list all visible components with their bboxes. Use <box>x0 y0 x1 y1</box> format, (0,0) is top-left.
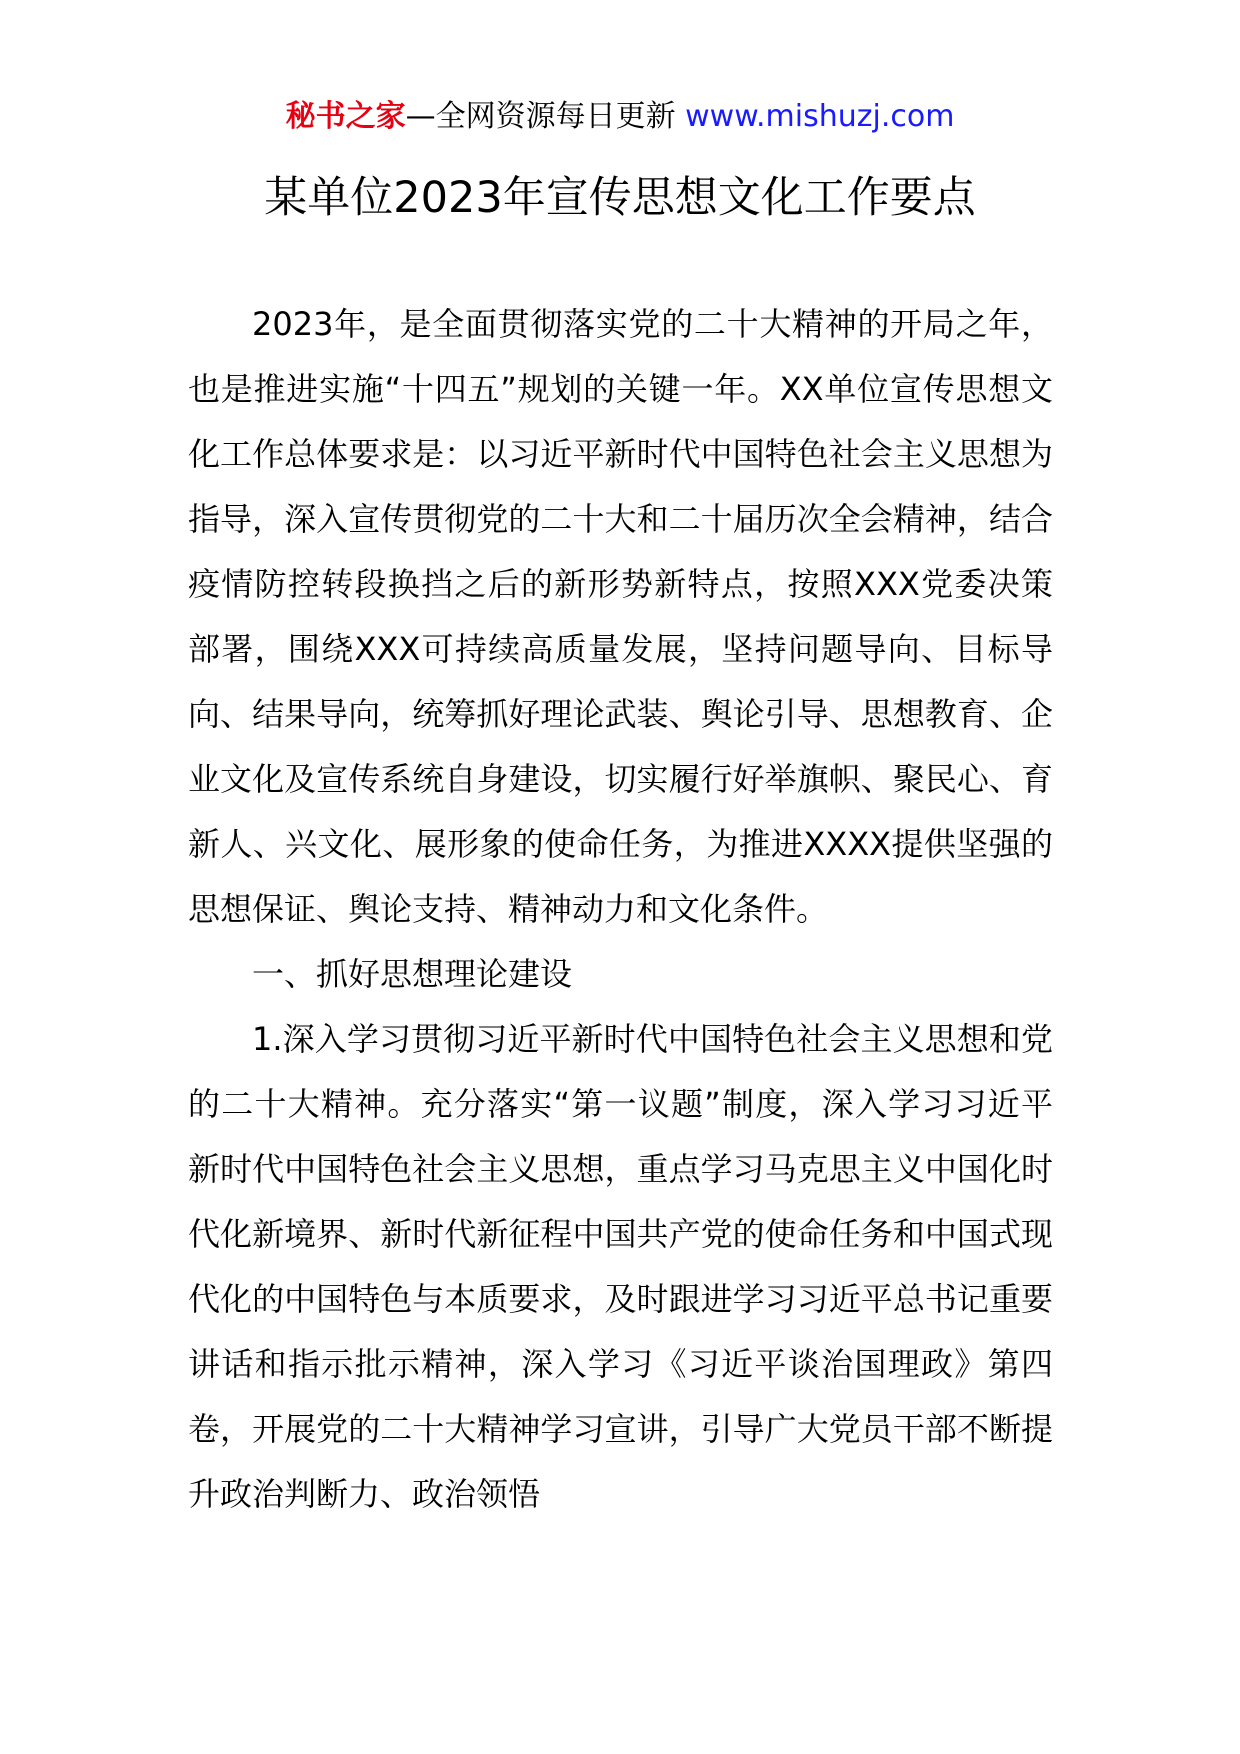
document-body <box>188 292 1053 1527</box>
paragraph-intro: 2023年，是全面贯彻落实党的二十大精神的开局之年，也是推进实施“十四五”规划的关键一年。XX单位宣传思想文化工作总体要求是：以习近平新时代中国特色社会主义思想为指导，深入宣传贯彻党的二十大和二十届历次全会精神，结合疫情防控转段换挡之后的新形势新特点，按照XXX党委决策部署，围绕XXX可持续高质量发展，坚持问题导向、目标导向、结果导向，统筹抓好理论武装、舆论引导、思想教育、企业文化及宣传系统自身建设，切实履行好举旗帜、聚民心、育新人、兴文化、展形象的使命任务，为推进XXXX提供坚强的思想保证、舆论支持、精神动力和文化条件。 <box>188 305 1053 928</box>
paragraph-item-1: 1.深入学习贯彻习近平新时代中国特色社会主义思想和党的二十大精神。充分落实“第一议题”制度，深入学习习近平新时代中国特色社会主义思想，重点学习马克思主义中国化时代化新境界、新时代新征程中国共产党的使命任务和中国式现代化的中国特色与本质要求，及时跟进学习习近平总书记重要讲话和指示批示精神，深入学习《习近平谈治国理政》第四卷，开展党的二十大精神学习宣讲，引导广大党员干部不断提升政治判断力、政治领悟 <box>188 1020 1053 1513</box>
document-title: 某单位2023年宣传思想文化工作要点 <box>264 173 976 223</box>
section-heading-1: 一、抓好思想理论建设 <box>252 955 573 993</box>
site-brand: 秘书之家 <box>285 99 406 134</box>
site-slogan: —全网资源每日更新 <box>405 99 676 134</box>
site-url-link[interactable]: www.mishuzj.com <box>685 99 955 134</box>
site-header-banner <box>0 96 1240 138</box>
